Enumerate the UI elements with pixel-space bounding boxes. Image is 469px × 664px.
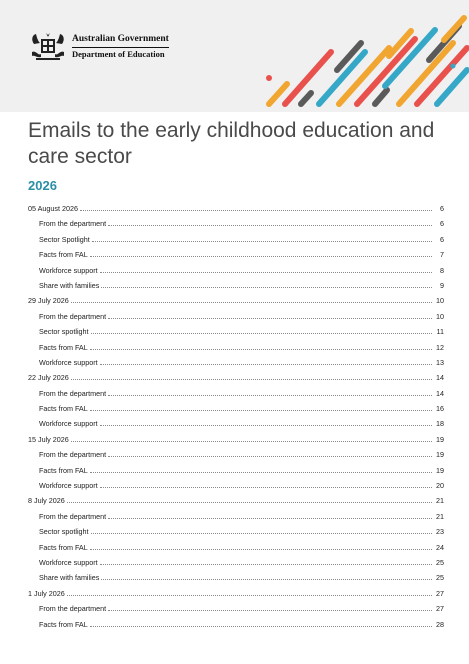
toc-entry-page: 10 <box>436 296 444 306</box>
toc-entry[interactable] <box>28 266 444 281</box>
toc-entry-label: Facts from FAL <box>39 465 88 475</box>
toc-leader-dots <box>100 558 432 565</box>
toc-leader-dots <box>90 543 432 550</box>
toc-entry-label: 29 July 2026 <box>28 296 69 306</box>
toc-entry[interactable] <box>28 450 444 465</box>
toc-entry[interactable] <box>28 327 444 342</box>
toc-entry[interactable] <box>28 373 444 388</box>
toc-entry-page: 28 <box>436 619 444 629</box>
toc-entry[interactable] <box>28 296 444 311</box>
toc-entry[interactable] <box>28 620 444 635</box>
toc-entry-label: Workforce support <box>39 357 98 367</box>
toc-entry-page: 12 <box>436 342 444 352</box>
header-banner <box>0 0 469 112</box>
toc-entry-label: 8 July 2026 <box>28 496 65 506</box>
toc-leader-dots <box>108 450 432 457</box>
toc-entry-label: Sector Spotlight <box>39 234 90 244</box>
decorative-stripes <box>239 0 469 112</box>
toc-leader-dots <box>90 404 432 411</box>
toc-entry[interactable] <box>28 312 444 327</box>
toc-entry-page: 14 <box>436 388 444 398</box>
toc-entry-label: Workforce support <box>39 419 98 429</box>
toc-entry-page: 19 <box>436 465 444 475</box>
toc-entry-label: Sector spotlight <box>39 527 89 537</box>
toc-entry-label: Share with families <box>39 280 100 290</box>
toc-entry-page: 18 <box>436 419 444 429</box>
toc-entry[interactable] <box>28 481 444 496</box>
toc-entry-page: 27 <box>436 604 444 614</box>
toc-leader-dots <box>80 204 432 211</box>
toc-leader-dots <box>67 496 432 503</box>
dept-name: Department of Education <box>72 49 165 59</box>
gov-logo <box>28 30 188 64</box>
toc-entry-label: Workforce support <box>39 265 98 275</box>
toc-entry-label: Facts from FAL <box>39 342 88 352</box>
toc-entry[interactable] <box>28 250 444 265</box>
toc-entry[interactable] <box>28 435 444 450</box>
toc-entry[interactable] <box>28 496 444 511</box>
toc-leader-dots <box>67 589 432 596</box>
toc-entry-label: Sector spotlight <box>39 327 89 337</box>
toc-entry-page: 20 <box>436 481 444 491</box>
toc-entry-page: 24 <box>436 542 444 552</box>
toc-leader-dots <box>101 573 432 580</box>
toc-leader-dots <box>108 512 432 519</box>
toc-leader-dots <box>100 419 432 426</box>
toc-entry[interactable] <box>28 419 444 434</box>
toc-entry-label: Workforce support <box>39 557 98 567</box>
toc-leader-dots <box>90 250 432 257</box>
toc-entry-page: 6 <box>440 234 444 244</box>
toc-leader-dots <box>101 281 432 288</box>
toc-entry-page: 23 <box>436 527 444 537</box>
toc-entry-page: 14 <box>436 373 444 383</box>
toc-leader-dots <box>108 389 432 396</box>
toc-entry-label: 22 July 2026 <box>28 373 69 383</box>
gov-name: Australian Government <box>72 34 169 48</box>
toc-leader-dots <box>90 343 432 350</box>
document-title: Emails to the early childhood education and care sector <box>28 119 435 168</box>
toc-entry[interactable] <box>28 404 444 419</box>
toc-entry[interactable] <box>28 512 444 527</box>
toc-entry-label: Workforce support <box>39 481 98 491</box>
toc-entry[interactable] <box>28 573 444 588</box>
toc-entry-page: 10 <box>436 311 444 321</box>
toc-entry[interactable] <box>28 589 444 604</box>
toc-entry[interactable] <box>28 235 444 250</box>
toc-leader-dots <box>71 296 432 303</box>
toc-entry[interactable] <box>28 543 444 558</box>
toc-entry[interactable] <box>28 281 444 296</box>
toc-entry[interactable] <box>28 558 444 573</box>
document-year: 2026 <box>28 178 57 193</box>
toc-entry-page: 11 <box>436 327 444 337</box>
toc-entry-page: 25 <box>436 573 444 583</box>
toc-leader-dots <box>90 620 432 627</box>
toc-leader-dots <box>108 604 432 611</box>
toc-entry[interactable] <box>28 219 444 234</box>
toc-entry-page: 21 <box>436 511 444 521</box>
toc-entry-page: 6 <box>440 219 444 229</box>
toc-leader-dots <box>91 327 432 334</box>
toc-entry-label: From the department <box>39 388 107 398</box>
toc-entry-label: 1 July 2026 <box>28 588 65 598</box>
toc-entry-page: 16 <box>436 404 444 414</box>
toc-leader-dots <box>100 358 432 365</box>
toc-entry-page: 25 <box>436 557 444 567</box>
coat-of-arms-icon <box>28 30 68 64</box>
toc-entry-page: 7 <box>440 250 444 260</box>
toc-leader-dots <box>91 527 432 534</box>
toc-entry-page: 19 <box>436 434 444 444</box>
toc-entry-label: From the department <box>39 450 107 460</box>
toc-entry-label: Facts from FAL <box>39 619 88 629</box>
toc-entry-page: 8 <box>440 265 444 275</box>
toc-entry-label: 05 August 2026 <box>28 204 78 213</box>
toc-leader-dots <box>108 219 432 226</box>
toc-entry[interactable] <box>28 343 444 358</box>
toc-entry-page: 21 <box>436 496 444 506</box>
toc-leader-dots <box>100 266 432 273</box>
toc-entry-label: From the department <box>39 511 107 521</box>
toc-entry-label: Facts from FAL <box>39 250 88 260</box>
toc-entry[interactable] <box>28 527 444 542</box>
toc-entry[interactable] <box>28 604 444 619</box>
toc-leader-dots <box>92 235 432 242</box>
table-of-contents <box>28 204 444 635</box>
toc-entry-page: 13 <box>436 357 444 367</box>
toc-entry-label: From the department <box>39 604 107 614</box>
toc-entry[interactable] <box>28 466 444 481</box>
toc-leader-dots <box>90 466 432 473</box>
toc-entry-label: Facts from FAL <box>39 404 88 414</box>
toc-entry-label: From the department <box>39 311 107 321</box>
toc-entry[interactable] <box>28 204 444 219</box>
toc-entry-page: 27 <box>436 588 444 598</box>
toc-leader-dots <box>71 373 432 380</box>
toc-leader-dots <box>100 481 432 488</box>
toc-entry-label: Facts from FAL <box>39 542 88 552</box>
toc-entry[interactable] <box>28 389 444 404</box>
toc-entry-page: 19 <box>436 450 444 460</box>
toc-entry[interactable] <box>28 358 444 373</box>
toc-entry-label: Share with families <box>39 573 100 583</box>
toc-entry-page: 6 <box>440 204 444 213</box>
toc-entry-label: From the department <box>39 219 107 229</box>
toc-leader-dots <box>71 435 432 442</box>
toc-leader-dots <box>108 312 432 319</box>
toc-entry-page: 9 <box>440 280 444 290</box>
toc-entry-label: 15 July 2026 <box>28 434 69 444</box>
